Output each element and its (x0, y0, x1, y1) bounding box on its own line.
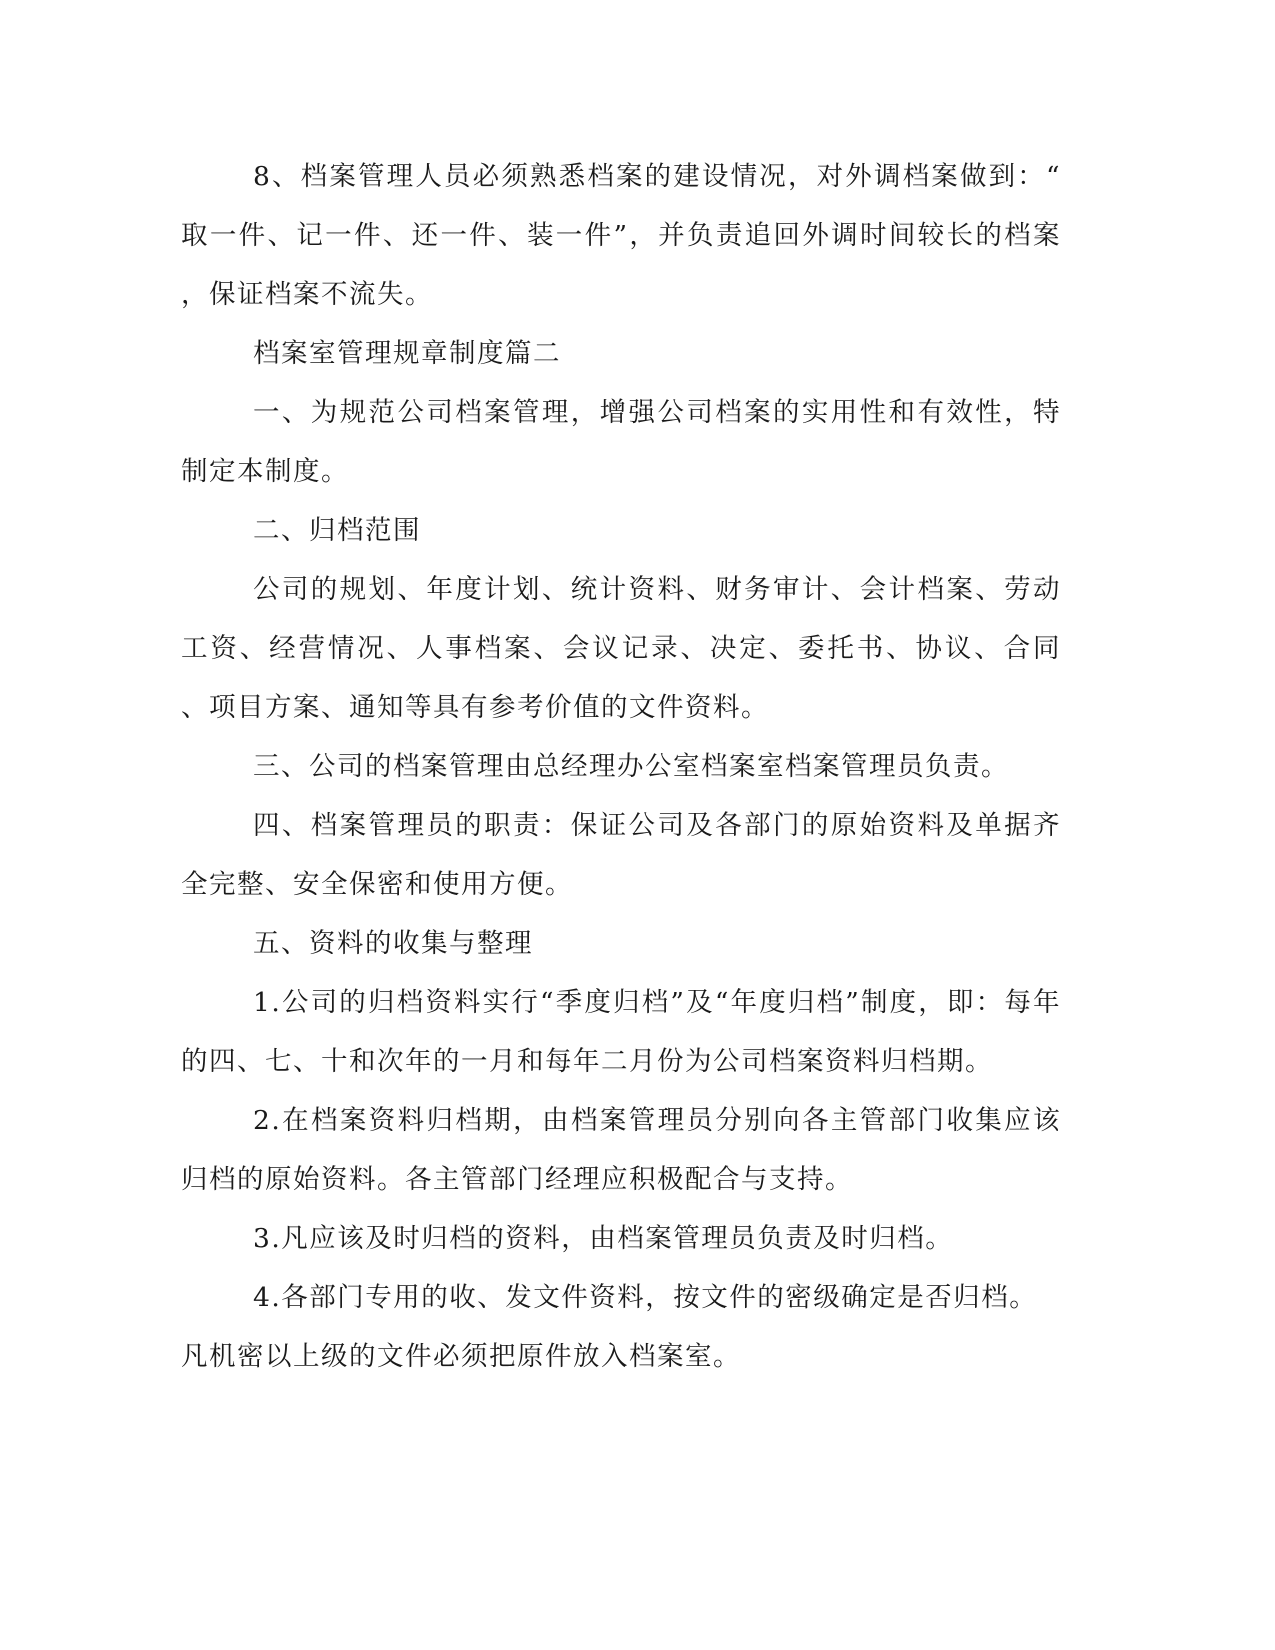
text-line: 归档的原始资料。各主管部门经理应积极配合与支持。 (181, 1164, 853, 1195)
text-line: 公司的规划、年度计划、统计资料、财务审计、会计档案、劳动 (253, 574, 1061, 605)
text-line: ，保证档案不流失。 (181, 279, 433, 310)
text-line: 2.在档案资料归档期，由档案管理员分别向各主管部门收集应该 (253, 1105, 1061, 1136)
text-line: 、项目方案、通知等具有参考价值的文件资料。 (181, 692, 769, 723)
text-line: 凡机密以上级的文件必须把原件放入档案室。 (181, 1341, 741, 1372)
text-line: 1.公司的归档资料实行“季度归档”及“年度归档”制度，即：每年 (253, 987, 1061, 1018)
text-line: 工资、经营情况、人事档案、会议记录、决定、委托书、协议、合同 (181, 633, 1061, 664)
section-heading: 档案室管理规章制度篇二 (253, 338, 561, 369)
text-line: 三、公司的档案管理由总经理办公室档案室档案管理员负责。 (253, 751, 1009, 782)
text-line: 五、资料的收集与整理 (253, 928, 533, 959)
text-line: 一、为规范公司档案管理，增强公司档案的实用性和有效性，特 (253, 397, 1061, 428)
text-line: 3.凡应该及时归档的资料，由档案管理员负责及时归档。 (253, 1223, 954, 1254)
text-line: 取一件、记一件、还一件、装一件”，并负责追回外调时间较长的档案 (181, 220, 1061, 251)
text-line: 4.各部门专用的收、发文件资料，按文件的密级确定是否归档。 (253, 1282, 1038, 1313)
text-line: 制定本制度。 (181, 456, 349, 487)
text-line: 全完整、安全保密和使用方便。 (181, 869, 573, 900)
text-line: 四、档案管理员的职责：保证公司及各部门的原始资料及单据齐 (253, 810, 1061, 841)
text-line: 的四、七、十和次年的一月和每年二月份为公司档案资料归档期。 (181, 1046, 993, 1077)
text-line: 二、归档范围 (253, 515, 421, 546)
text-line: 8、档案管理人员必须熟悉档案的建设情况，对外调档案做到：“ (253, 161, 1061, 192)
